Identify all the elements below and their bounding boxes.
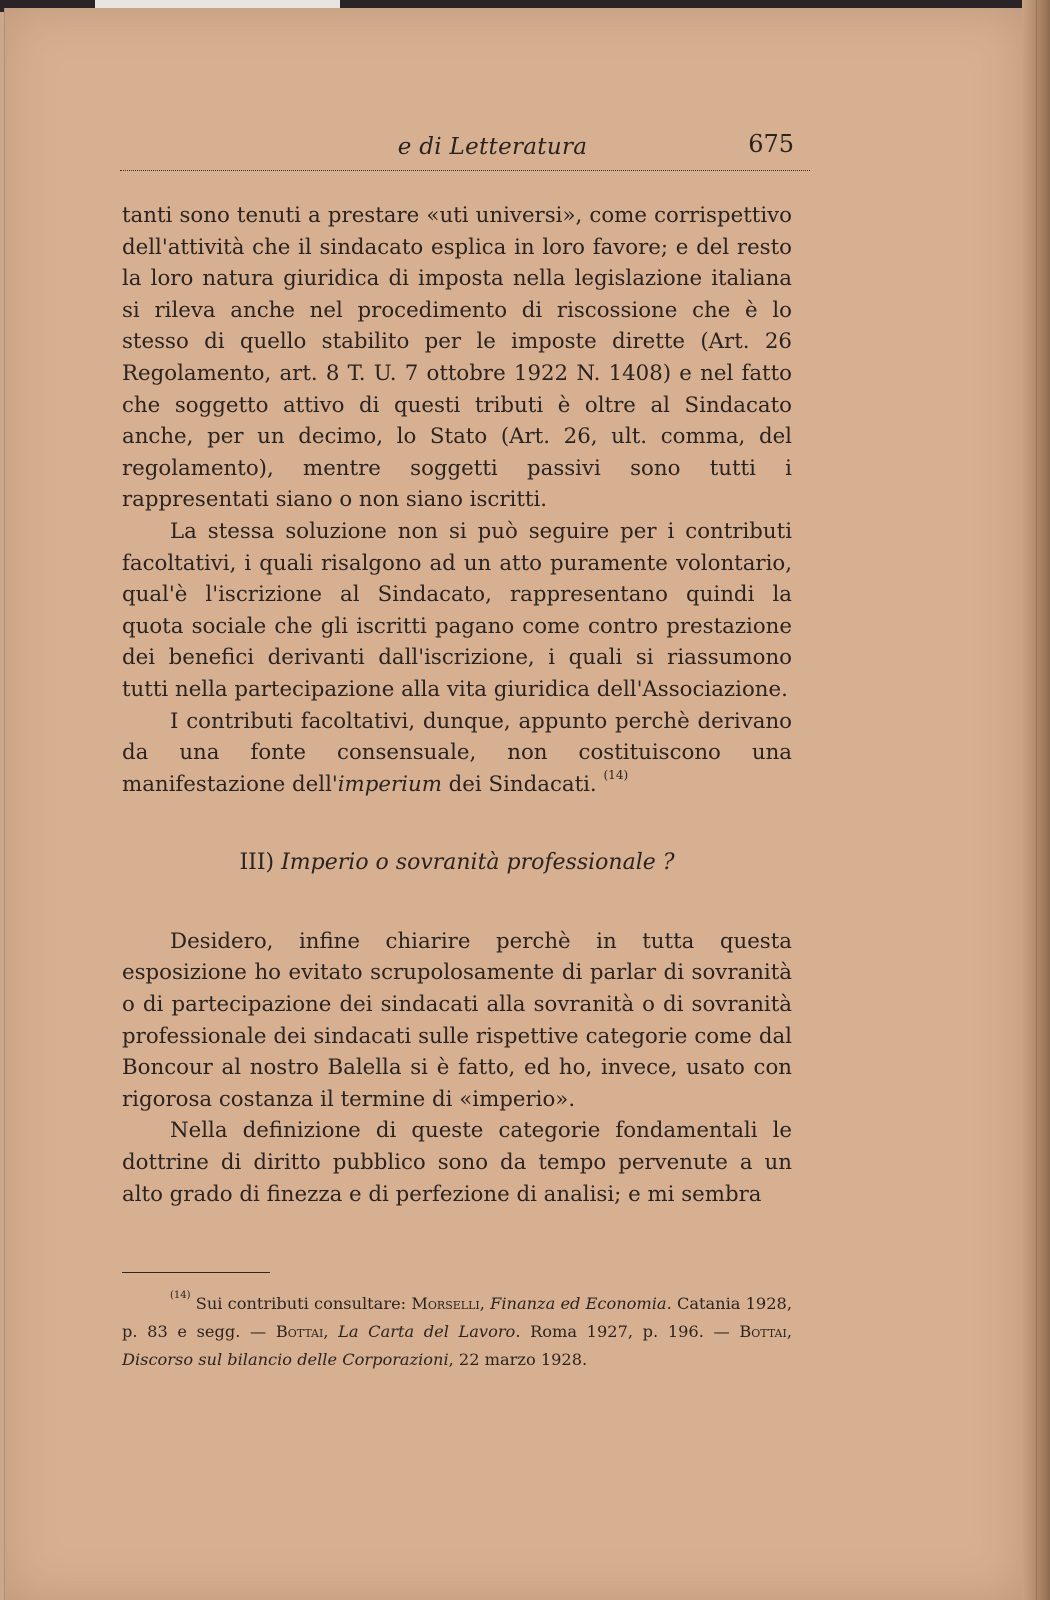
page-number: 675	[748, 130, 794, 158]
footnote-reference: (14)	[603, 767, 629, 782]
page-binding-edge	[1022, 0, 1050, 1600]
running-title: e di Letteratura	[397, 134, 588, 160]
paragraph-3-tail: dei Sindacati.	[441, 771, 597, 797]
footnote-separator	[122, 1272, 270, 1273]
footnote-author-2: Bottai	[275, 1322, 324, 1341]
paragraph-2: La stessa soluzione non si può seguire per i contributi facoltativi, i quali risalgono ad un atto puramente volontario, qual'è l'iscrizione al Sindacato, rappresentano quindi la quota sociale che gli iscritti pagano come contro prestazione dei benefici derivanti dall'iscrizione, i quali si riassumono tutti nella partecipazione alla vita giuridica dell'Associazione.	[122, 518, 792, 702]
section-heading	[122, 847, 792, 879]
footnote-mark: (14)	[170, 1290, 191, 1301]
header-dotted-rule	[120, 170, 810, 171]
paragraph-3-italic-term: imperium	[337, 771, 442, 797]
body-text	[122, 200, 792, 1210]
footnote-author-1: Morselli	[411, 1294, 480, 1313]
section-number: III)	[239, 850, 275, 876]
footnote-text-4: , 22 marzo 1928.	[448, 1350, 588, 1369]
paragraph-3	[122, 706, 792, 801]
running-head	[120, 130, 810, 170]
footnote-author-3: Bottai	[739, 1322, 787, 1341]
section-title: Imperio o sovranità professionale ?	[281, 850, 675, 876]
paragraph-1: tanti sono tenuti a prestare «uti universi», come corrispettivo dell'attività che il sindacato esplica in loro favore; e del resto la loro natura giuridica di imposta nella legislazione italiana si rileva anche nel procedimento di riscossione che è lo stesso di quello stabilito per le imposte dirette (Art. 26 Regolamento, art. 8 T. U. 7 ottobre 1922 N. 1408) e nel fatto che soggetto attivo di questi tributi è oltre al Sindacato anche, per un decimo, lo Stato (Art. 26, ult. comma, del regolamento), mentre soggetti passivi sono tutti i rappresentati siano o non siano iscritti.	[122, 203, 792, 513]
footnote-title-2: La Carta del Lavoro	[338, 1322, 516, 1341]
footnote-text-1: Sui contributi consultare:	[195, 1294, 412, 1313]
paragraph-5: Nella definizione di queste categorie fondamentali le dottrine di diritto pubblico sono da tempo pervenute a un alto grado di finezza e di perfezione di analisi; e mi sembra	[122, 1118, 792, 1207]
footnote-text-3: . Roma 1927, p. 196. —	[515, 1322, 740, 1341]
paragraph-4: Desidero, infine chiarire perchè in tutta questa esposizione ho evitato scrupolosamente di parlar di sovranità o di partecipazione dei sindacati alla sovranità o di sovranità professionale dei sindacati sulle rispettive categorie come dal Boncour al nostro Balella si è fatto, ed ho, invece, usato con rigorosa costanza il termine di «imperio».	[122, 928, 792, 1112]
footnote-title-1: Finanza ed Economia	[490, 1294, 667, 1313]
footnote-text-2: . Catania 1928, p. 83 e segg. —	[122, 1294, 792, 1341]
paragraph-3-text: I contributi facoltativi, dunque, appunto perchè derivano da una fonte consensuale, non costituiscono una manifestazione dell'	[122, 708, 792, 797]
footnote-title-3: Discorso sul bilancio delle Corporazioni	[122, 1350, 449, 1369]
footnote-14: $^{(14)}$ Sui contributi consultare: Morselli, Finanza ed Economia. Catania 1928, p. 83 e segg. — Bottai, La Carta del Lavoro. Roma 1927, p. 196. — Bottai, Discorso sul bilancio delle Corporazioni, 22 marzo 1928.	[122, 1290, 792, 1369]
